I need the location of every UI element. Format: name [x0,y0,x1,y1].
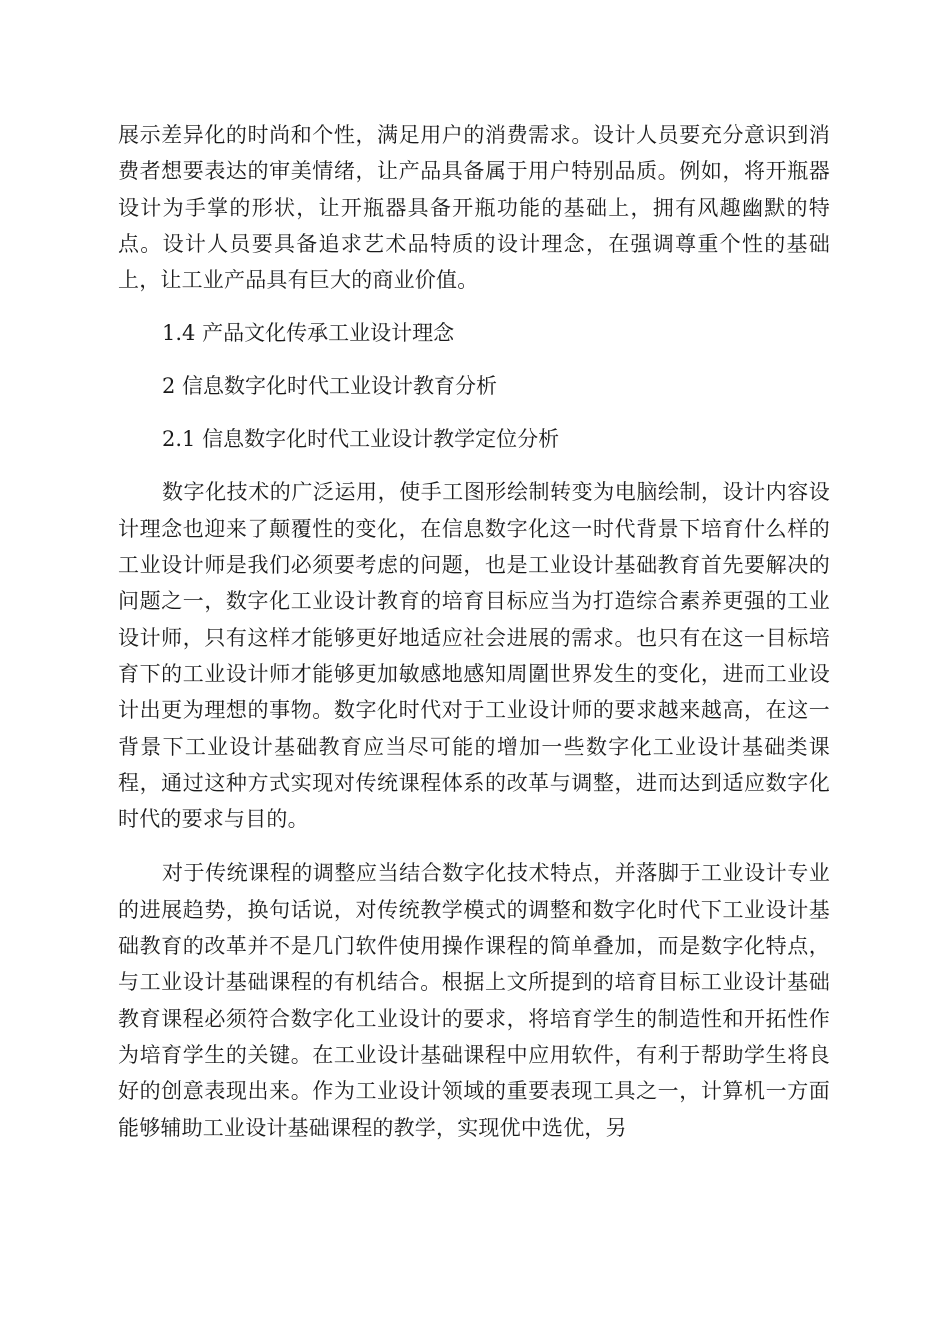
document-body [118,117,830,1146]
heading-2-1: 2.1 信息数字化时代工业设计教学定位分析 [162,427,560,452]
paragraph-product-personality: 展示差异化的时尚和个性，满足用户的消费需求。设计人员要充分意识到消费者想要表达的审美情绪，让产品具备属于用户特别品质。例如，将开瓶器设计为手掌的形状，让开瓶器具备开瓶功能的基础上，拥有风趣幽默的特点。设计人员要具备追求艺术品特质的设计理念，在强调尊重个性的基础上，让工业产品具有巨大的商业价值。 [118,123,830,293]
heading-1-4: 1.4 产品文化传承工业设计理念 [162,321,455,346]
paragraph-course-adjustment: 对于传统课程的调整应当结合数字化技术特点，并落脚于工业设计专业的进展趋势，换句话说，对传统教学模式的调整和数字化时代下工业设计基础教育的改革并不是几门软件使用操作课程的简单叠加，而是数字化特点，与工业设计基础课程的有机结合。根据上文所提到的培育目标工业设计基础教育课程必须符合数字化工业设计的要求，将培育学生的制造性和开拓性作为培育学生的关键。在工业设计基础课程中应用软件，有利于帮助学生将良好的创意表现出来。作为工业设计领域的重要表现工具之一，计算机一方面能够辅助工业设计基础课程的教学，实现优中选优，另 [118,861,830,1140]
heading-2: 2 信息数字化时代工业设计教育分析 [162,374,498,399]
paragraph-digital-technology: 数字化技术的广泛运用，使手工图形绘制转变为电脑绘制，设计内容设计理念也迎来了颠覆性的变化，在信息数字化这一时代背景下培育什么样的工业设计师是我们必须要考虑的问题，也是工业设计基础教育首先要解决的问题之一，数字化工业设计教育的培育目标应当为打造综合素养更强的工业设计师，只有这样才能够更好地适应社会进展的需求。也只有在这一目标培育下的工业设计师才能够更加敏感地感知周圍世界发生的变化，进而工业设计出更为理想的事物。数字化时代对于工业设计师的要求越来越高，在这一背景下工业设计基础教育应当尽可能的增加一些数字化工业设计基础类课程，通过这种方式实现对传统课程体系的改革与调整，进而达到适应数字化时代的要求与目的。 [118,480,830,832]
